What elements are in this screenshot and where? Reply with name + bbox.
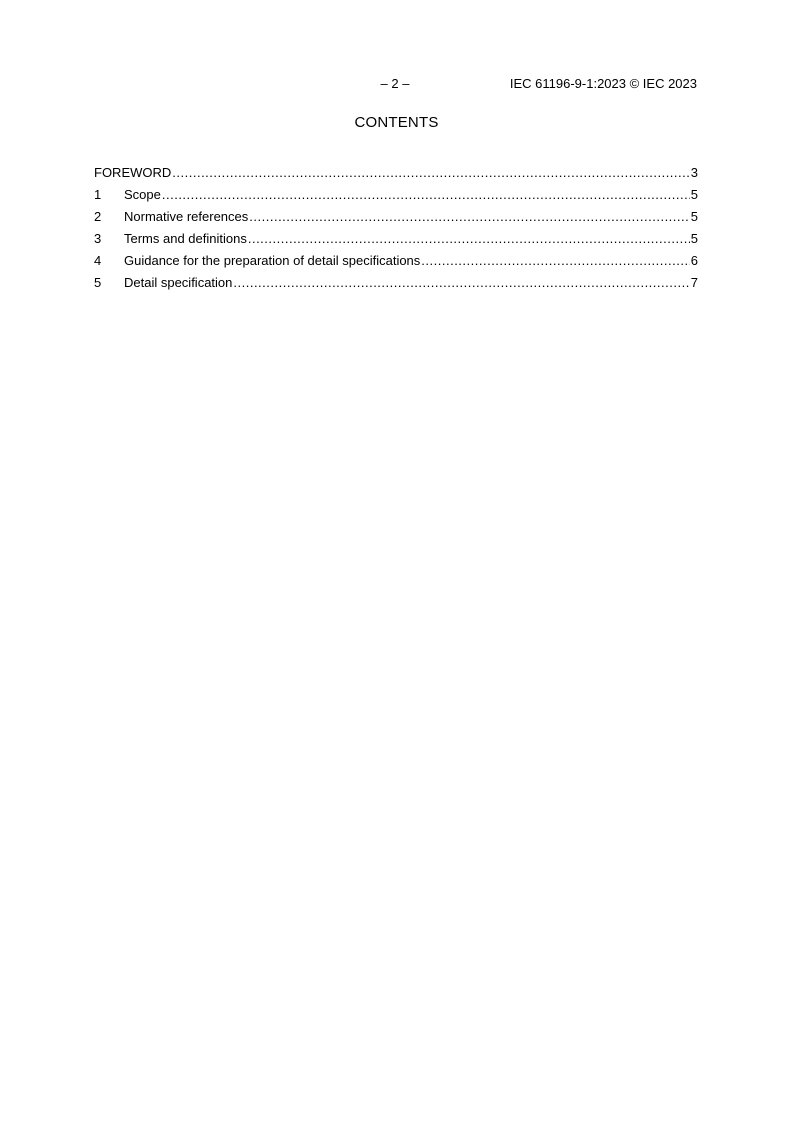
toc-entry-detail-specification[interactable] — [94, 274, 698, 296]
toc-entry-page: 7 — [690, 275, 698, 290]
toc-leader-dots — [421, 252, 689, 270]
toc-entry-guidance[interactable] — [94, 252, 698, 274]
toc-entry-number: 5 — [94, 275, 102, 290]
toc-entry-page: 5 — [690, 231, 698, 246]
toc-entry-number: 4 — [94, 253, 102, 268]
toc-leader-dots — [233, 274, 689, 292]
toc-leader-dots — [162, 186, 690, 204]
toc-entry-page: 3 — [690, 165, 698, 180]
toc-entry-label: Scope — [124, 187, 161, 202]
toc-entry-page: 5 — [690, 187, 698, 202]
toc-entry-terms-and-definitions[interactable] — [94, 230, 698, 252]
contents-heading: CONTENTS — [354, 114, 439, 131]
toc-entry-scope[interactable] — [94, 186, 698, 208]
toc-entry-number: 3 — [94, 231, 102, 246]
toc-entry-label: FOREWORD — [94, 165, 172, 180]
toc-entry-label: Guidance for the preparation of detail specifications — [124, 253, 421, 268]
document-identifier: IEC 61196-9-1:2023 © IEC 2023 — [509, 76, 697, 91]
toc-entry-number: 2 — [94, 209, 102, 224]
page-number: – 2 – — [380, 76, 410, 91]
toc-entry-page: 5 — [690, 209, 698, 224]
toc-entry-label: Terms and definitions — [124, 231, 247, 246]
toc-entry-label: Detail specification — [124, 275, 233, 290]
toc-entry-number: 1 — [94, 187, 102, 202]
toc-entry-page: 6 — [690, 253, 698, 268]
table-of-contents — [94, 164, 698, 296]
toc-leader-dots — [249, 208, 689, 226]
toc-entry-label: Normative references — [124, 209, 249, 224]
toc-entry-normative-references[interactable] — [94, 208, 698, 230]
toc-leader-dots — [172, 164, 689, 182]
toc-leader-dots — [248, 230, 690, 248]
toc-entry-foreword[interactable] — [94, 164, 698, 186]
